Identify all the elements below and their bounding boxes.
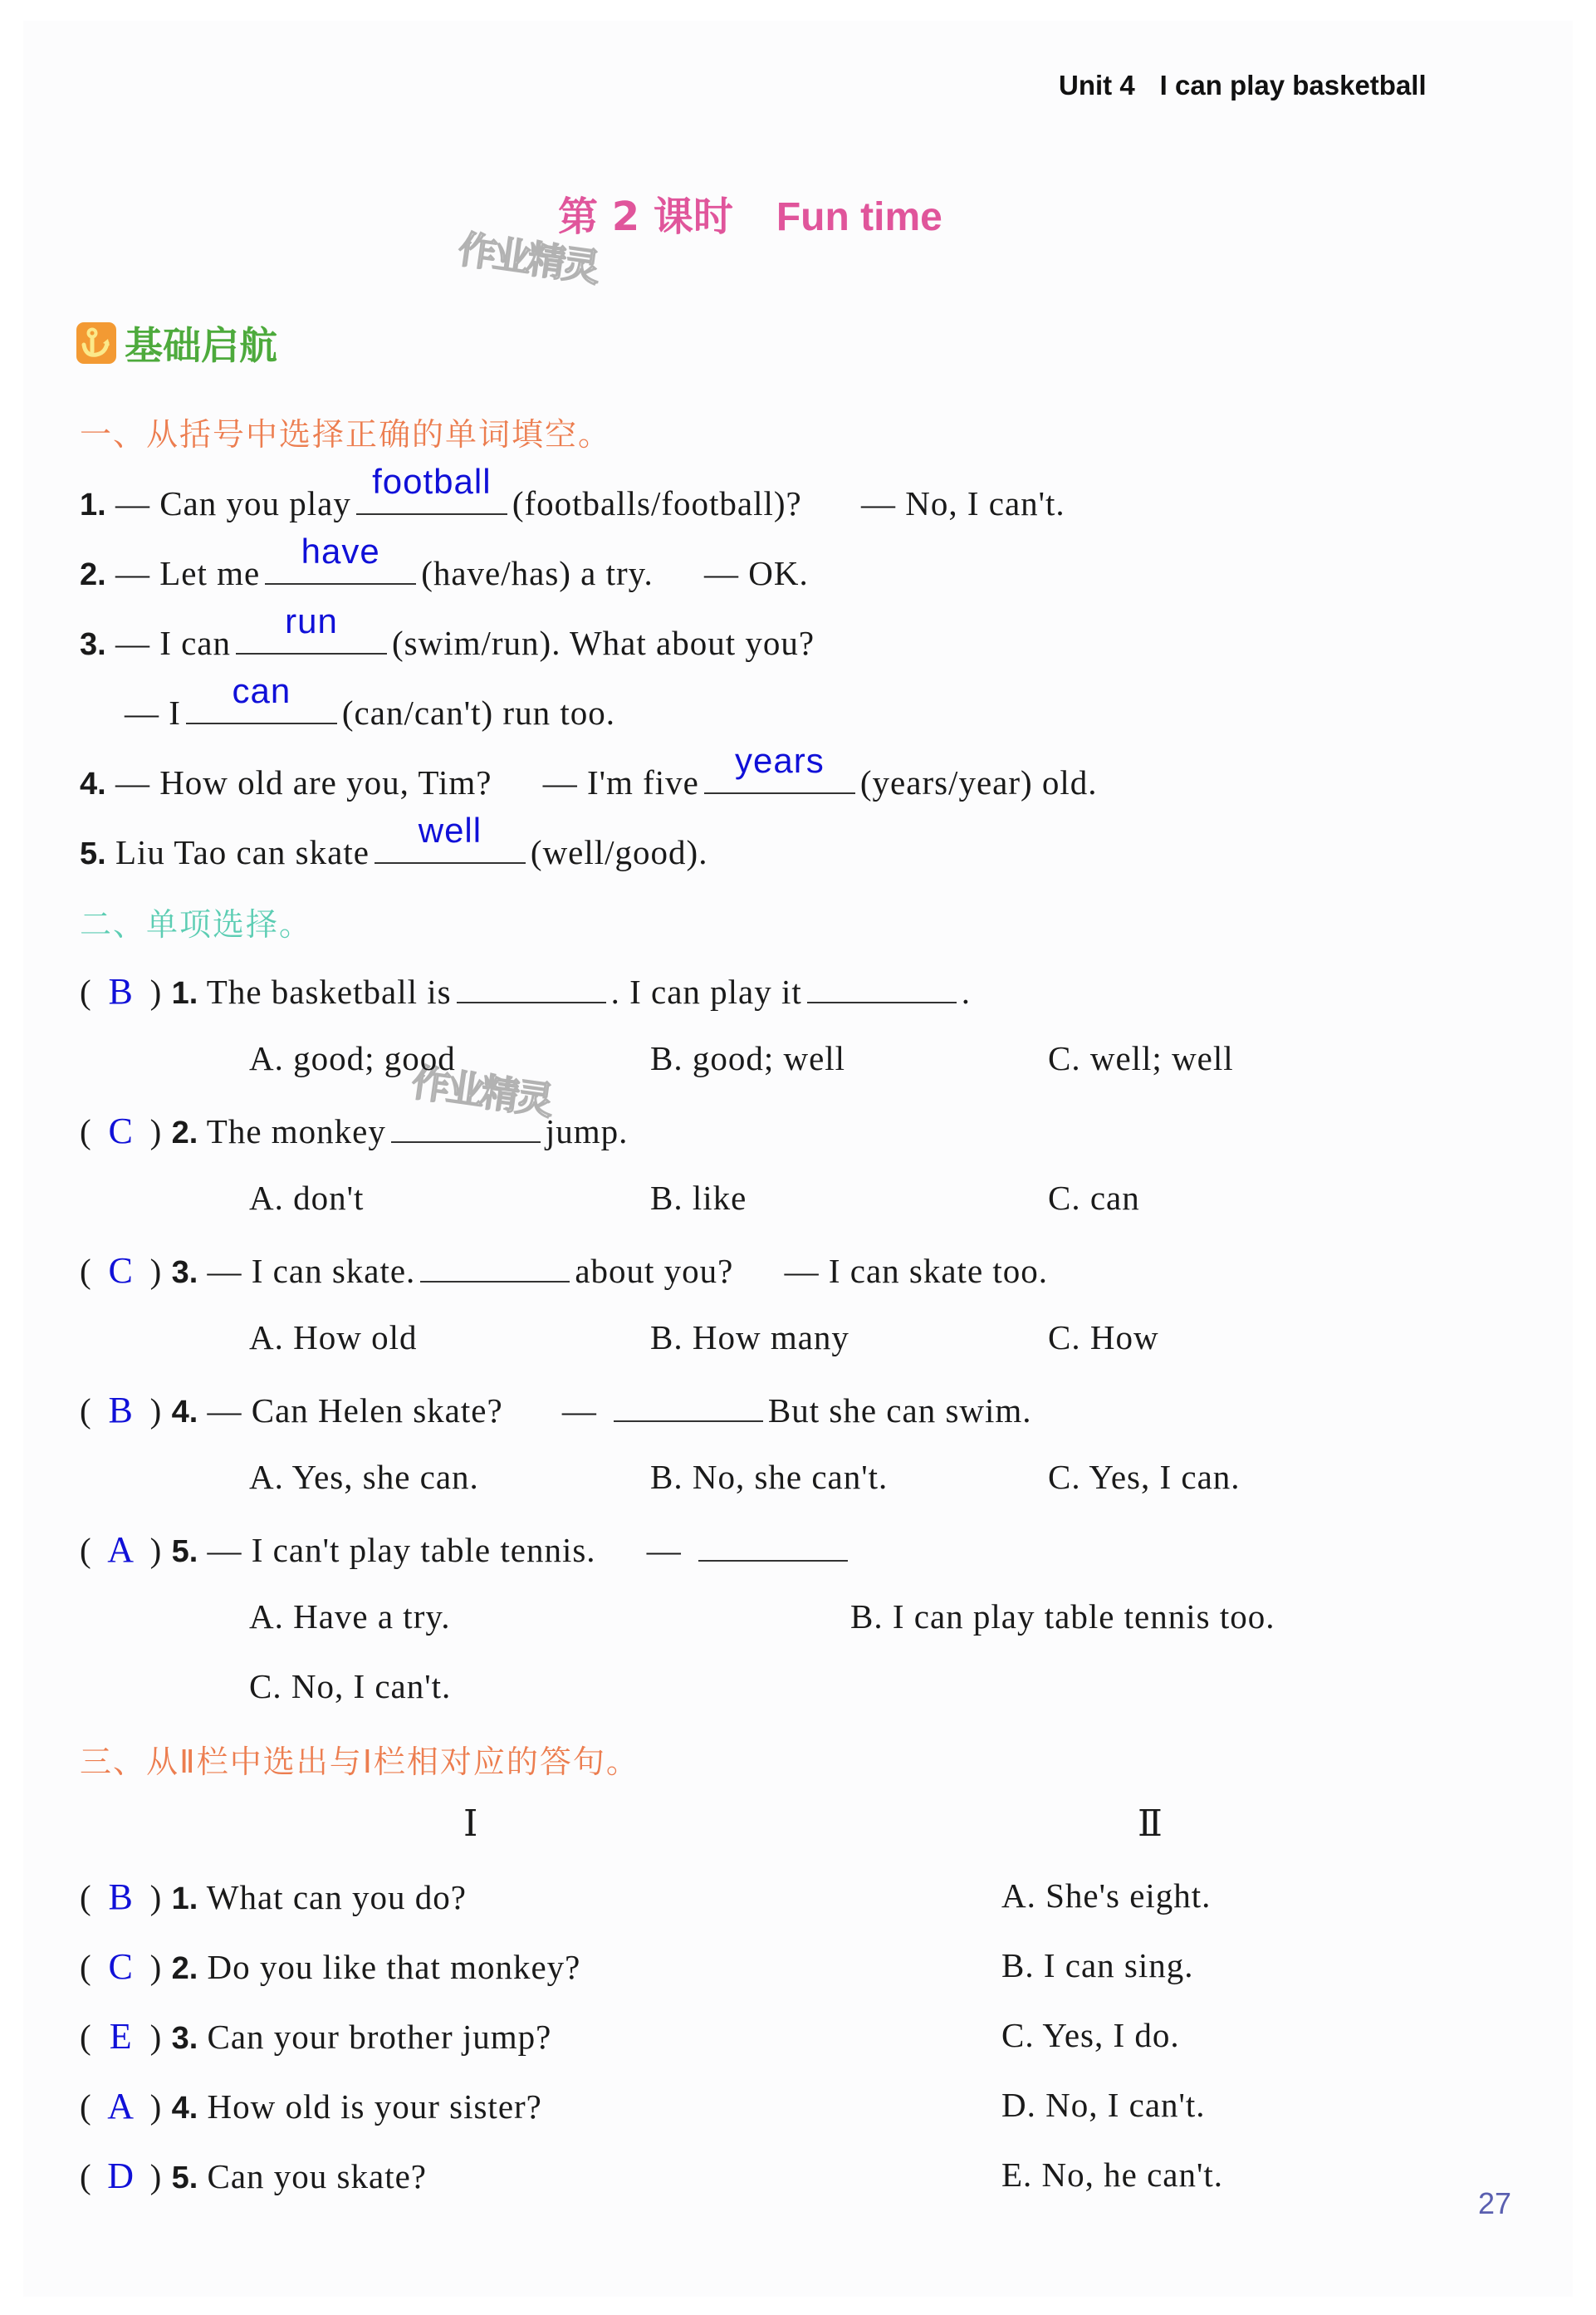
mc-option: B. good; well — [650, 1039, 846, 1077]
mc-option: C. can — [1048, 1179, 1140, 1217]
answer-choice[interactable]: B — [108, 1390, 134, 1430]
match-response: B. I can sing. — [1001, 1946, 1194, 1984]
fill-item-3: 3. — I can run (swim/run). What about you? — [80, 601, 815, 662]
mc-question-1: ( B ) 1. The basketball is . I can play it . — [80, 969, 971, 1013]
match-item-1: ( B ) 1. What can you do? — [80, 1876, 467, 1917]
answer-choice[interactable]: B — [108, 1876, 134, 1917]
column-1-label: Ⅰ — [463, 1803, 478, 1844]
lesson-title — [558, 184, 942, 242]
lesson-title-cn: 第 2 课时 — [558, 194, 733, 240]
mc-option: B. How many — [650, 1318, 849, 1356]
watermark: 作业精灵 — [455, 226, 600, 291]
mc-option: B. like — [650, 1179, 747, 1217]
answer-choice[interactable]: B — [108, 971, 134, 1012]
match-response: C. Yes, I do. — [1001, 2016, 1180, 2054]
answer-choice[interactable]: C — [108, 1946, 134, 1987]
blank-field — [457, 969, 606, 1003]
answer-choice[interactable]: E — [109, 2016, 133, 2057]
blank-field — [614, 1387, 763, 1422]
section-3-heading: 三、从Ⅱ栏中选出与Ⅰ栏相对应的答句。 — [80, 1744, 639, 1780]
blank-field[interactable] — [186, 671, 337, 724]
filled-answer: well — [418, 811, 482, 850]
mc-option: B. No, she can't. — [650, 1458, 889, 1496]
match-response: D. No, I can't. — [1001, 2086, 1206, 2124]
mc-option: A. How old — [249, 1318, 418, 1356]
fill-item-2: 2. — Let me have (have/has) a try. — OK. — [80, 532, 809, 592]
running-head — [1059, 70, 1427, 101]
mc-option: A. don't — [249, 1179, 365, 1217]
match-item-3: ( E ) 3. Can your brother jump? — [80, 2016, 552, 2057]
match-item-4: ( A ) 4. How old is your sister? — [80, 2086, 542, 2126]
fill-item-1: 1. — Can you play football (footballs/football)? — No, I can't. — [80, 462, 1065, 522]
section-2-heading: 二、单项选择。 — [80, 906, 313, 943]
blank-field[interactable] — [375, 811, 526, 864]
unit-label: Unit 4 — [1059, 70, 1135, 101]
fill-item-5: 5. Liu Tao can skate well (well/good). — [80, 811, 708, 871]
mc-question-3: ( C ) 3. — I can skate. about you? — I can skate too. — [80, 1248, 1048, 1292]
filled-answer: football — [372, 462, 492, 501]
blank-field[interactable] — [265, 532, 416, 585]
mc-option: B. I can play table tennis too. — [850, 1597, 1275, 1636]
unit-title: I can play basketball — [1159, 70, 1427, 101]
watermark: 作业精灵 — [409, 1059, 554, 1124]
mc-question-2: ( C ) 2. The monkey jump. — [80, 1108, 628, 1152]
match-response: E. No, he can't. — [1001, 2156, 1224, 2194]
blank-field[interactable] — [356, 462, 507, 515]
mc-option: A. Yes, she can. — [249, 1458, 479, 1496]
match-item-2: ( C ) 2. Do you like that monkey? — [80, 1946, 581, 1987]
answer-choice[interactable]: C — [108, 1250, 134, 1291]
blank-field — [698, 1527, 848, 1562]
mc-option: A. good; good — [249, 1039, 456, 1077]
mc-option: A. Have a try. — [249, 1597, 451, 1636]
column-2-label: Ⅱ — [1138, 1803, 1163, 1844]
blank-field[interactable] — [704, 741, 855, 794]
page-number: 27 — [1478, 2186, 1512, 2220]
match-response: A. She's eight. — [1001, 1876, 1212, 1915]
answer-choice[interactable]: C — [108, 1111, 134, 1151]
banner-label: 基础启航 — [125, 323, 277, 368]
blank-field — [807, 969, 957, 1003]
filled-answer: run — [285, 601, 338, 640]
fill-item-4: 4. — How old are you, Tim? — I'm five years (years/year) old. — [80, 741, 1098, 802]
answer-choice[interactable]: A — [107, 2086, 135, 2126]
answer-choice[interactable]: A — [107, 1529, 135, 1570]
mc-question-4: ( B ) 4. — Can Helen skate? — But she can swim. — [80, 1387, 1032, 1431]
blank-field — [391, 1108, 541, 1143]
filled-answer: years — [735, 741, 825, 780]
anchor-icon — [76, 322, 116, 364]
mc-option: C. No, I can't. — [249, 1667, 452, 1705]
mc-option: C. well; well — [1048, 1039, 1234, 1077]
lesson-title-en: Fun time — [776, 195, 942, 239]
mc-option: C. Yes, I can. — [1048, 1458, 1241, 1496]
filled-answer: can — [232, 671, 291, 710]
fill-item-3b: — I can (can/can't) run too. — [125, 671, 615, 732]
match-item-5: ( D ) 5. Can you skate? — [80, 2156, 427, 2196]
blank-field[interactable] — [236, 601, 387, 655]
section-banner — [76, 316, 277, 370]
blank-field — [420, 1248, 570, 1283]
mc-question-5: ( A ) 5. — I can't play table tennis. — — [80, 1527, 853, 1571]
filled-answer: have — [301, 532, 380, 571]
section-1-heading: 一、从括号中选择正确的单词填空。 — [80, 416, 612, 453]
answer-choice[interactable]: D — [107, 2156, 135, 2196]
mc-option: C. How — [1048, 1318, 1159, 1356]
